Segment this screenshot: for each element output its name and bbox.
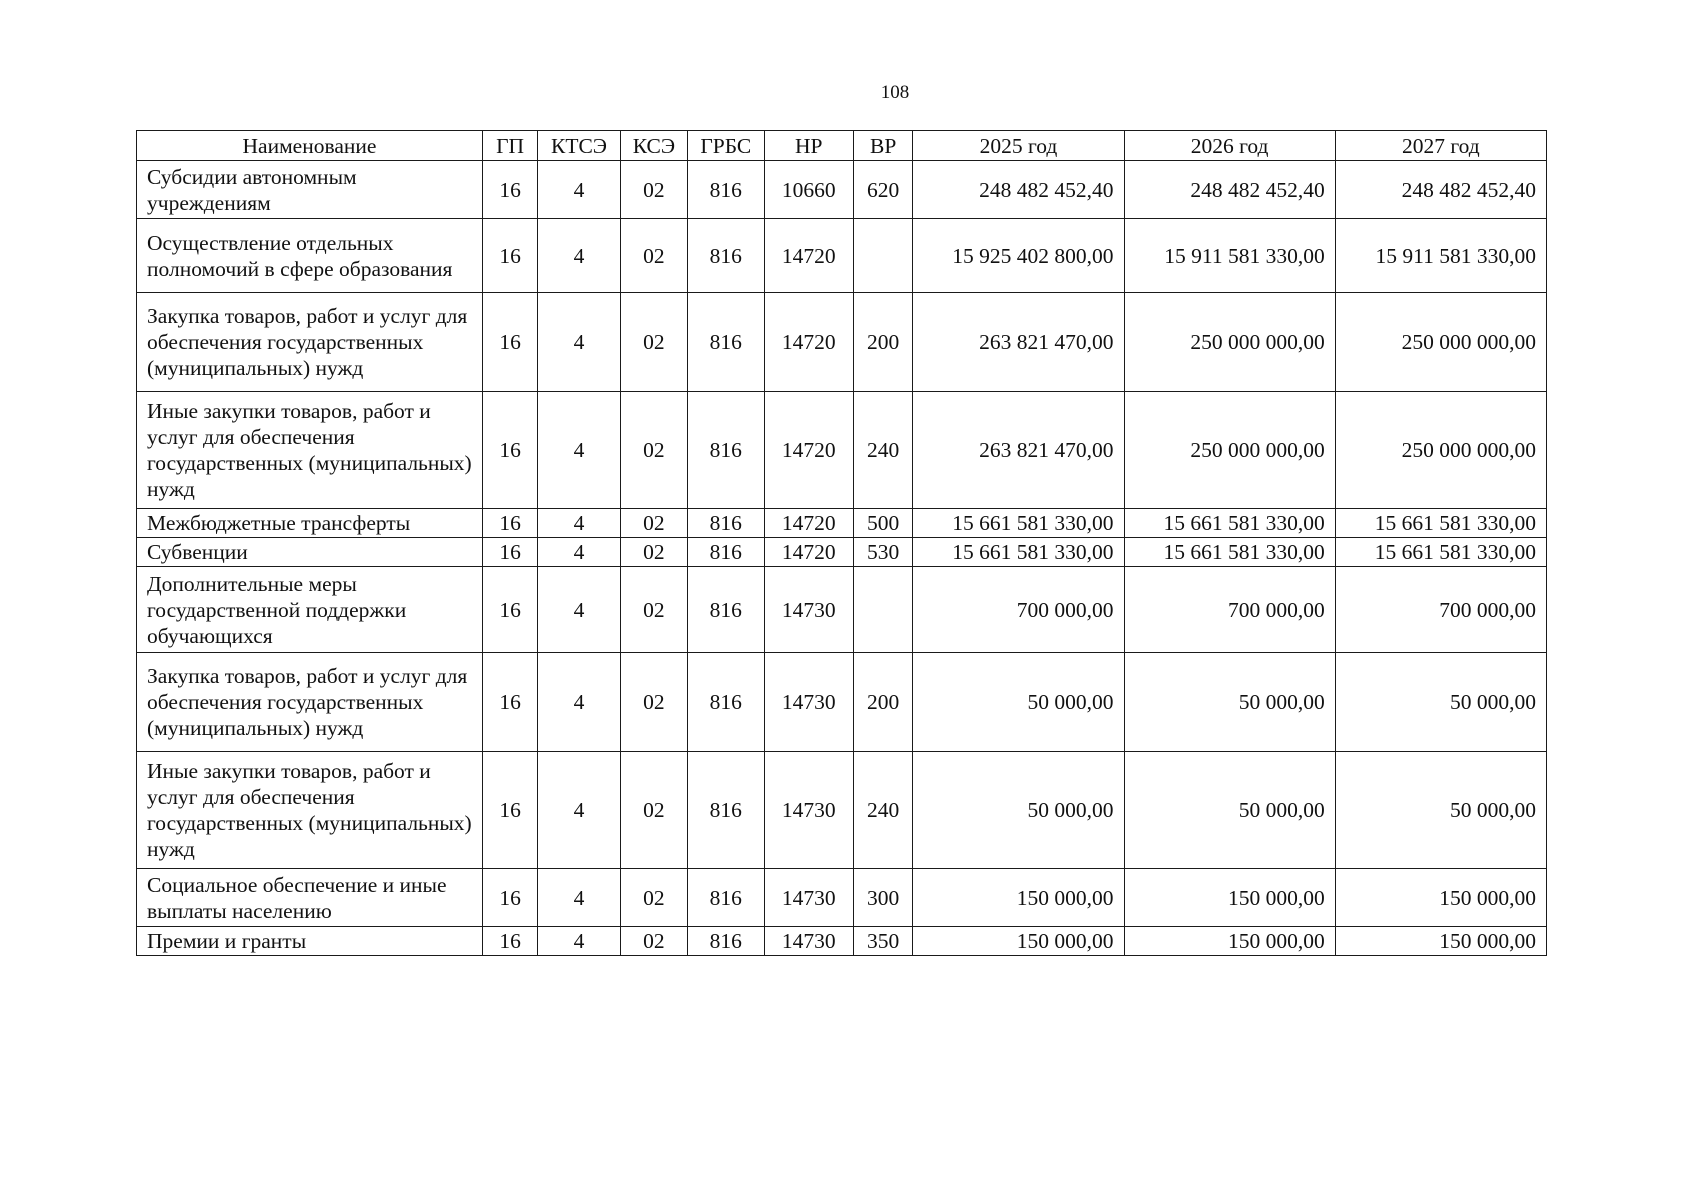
table-body xyxy=(137,161,1547,956)
cell-amount-2026: 248 482 452,40 xyxy=(1124,161,1335,219)
cell-kse: 02 xyxy=(620,927,687,956)
cell-amount-2027: 50 000,00 xyxy=(1335,653,1546,752)
cell-gp: 16 xyxy=(482,293,537,392)
cell-name: Закупка товаров, работ и услуг для обеспечения государственных (муниципальных) нужд xyxy=(137,293,483,392)
cell-gp: 16 xyxy=(482,927,537,956)
cell-amount-2026: 150 000,00 xyxy=(1124,927,1335,956)
cell-amount-2025: 50 000,00 xyxy=(913,752,1124,869)
cell-nr: 14720 xyxy=(764,538,854,567)
cell-amount-2027: 700 000,00 xyxy=(1335,567,1546,653)
cell-ktse: 4 xyxy=(538,653,620,752)
cell-ktse: 4 xyxy=(538,869,620,927)
cell-grbs: 816 xyxy=(688,509,764,538)
cell-amount-2027: 150 000,00 xyxy=(1335,927,1546,956)
cell-grbs: 816 xyxy=(688,219,764,293)
header-grbs: ГРБС xyxy=(688,131,764,161)
header-year-2027: 2027 год xyxy=(1335,131,1546,161)
cell-amount-2025: 700 000,00 xyxy=(913,567,1124,653)
header-nr: НР xyxy=(764,131,854,161)
cell-gp: 16 xyxy=(482,161,537,219)
cell-grbs: 816 xyxy=(688,161,764,219)
cell-vr xyxy=(854,567,913,653)
cell-kse: 02 xyxy=(620,219,687,293)
cell-amount-2026: 150 000,00 xyxy=(1124,869,1335,927)
cell-grbs: 816 xyxy=(688,293,764,392)
cell-kse: 02 xyxy=(620,567,687,653)
cell-vr: 620 xyxy=(854,161,913,219)
cell-vr: 500 xyxy=(854,509,913,538)
cell-name: Премии и гранты xyxy=(137,927,483,956)
cell-kse: 02 xyxy=(620,752,687,869)
cell-gp: 16 xyxy=(482,752,537,869)
table-row xyxy=(137,567,1547,653)
cell-kse: 02 xyxy=(620,392,687,509)
cell-name: Субвенции xyxy=(137,538,483,567)
table-row xyxy=(137,509,1547,538)
cell-gp: 16 xyxy=(482,538,537,567)
cell-name: Субсидии автономным учреждениям xyxy=(137,161,483,219)
header-gp: ГП xyxy=(482,131,537,161)
cell-amount-2027: 250 000 000,00 xyxy=(1335,392,1546,509)
cell-ktse: 4 xyxy=(538,219,620,293)
cell-nr: 14730 xyxy=(764,567,854,653)
cell-ktse: 4 xyxy=(538,161,620,219)
cell-grbs: 816 xyxy=(688,752,764,869)
header-name: Наименование xyxy=(137,131,483,161)
budget-table xyxy=(136,130,1547,956)
cell-nr: 14720 xyxy=(764,219,854,293)
table-row xyxy=(137,293,1547,392)
cell-amount-2026: 15 911 581 330,00 xyxy=(1124,219,1335,293)
cell-vr: 240 xyxy=(854,752,913,869)
table-row xyxy=(137,538,1547,567)
cell-amount-2025: 263 821 470,00 xyxy=(913,392,1124,509)
cell-grbs: 816 xyxy=(688,538,764,567)
cell-gp: 16 xyxy=(482,567,537,653)
cell-name: Иные закупки товаров, работ и услуг для обеспечения государственных (муниципальных) нужд xyxy=(137,392,483,509)
cell-amount-2025: 150 000,00 xyxy=(913,869,1124,927)
cell-amount-2027: 15 911 581 330,00 xyxy=(1335,219,1546,293)
cell-grbs: 816 xyxy=(688,567,764,653)
cell-nr: 14730 xyxy=(764,927,854,956)
cell-amount-2026: 700 000,00 xyxy=(1124,567,1335,653)
cell-ktse: 4 xyxy=(538,567,620,653)
cell-amount-2026: 250 000 000,00 xyxy=(1124,392,1335,509)
cell-name: Социальное обеспечение и иные выплаты населению xyxy=(137,869,483,927)
cell-nr: 14730 xyxy=(764,869,854,927)
table-row xyxy=(137,392,1547,509)
header-year-2025: 2025 год xyxy=(913,131,1124,161)
cell-kse: 02 xyxy=(620,161,687,219)
cell-gp: 16 xyxy=(482,392,537,509)
cell-vr: 350 xyxy=(854,927,913,956)
cell-amount-2026: 50 000,00 xyxy=(1124,752,1335,869)
cell-amount-2025: 15 661 581 330,00 xyxy=(913,538,1124,567)
cell-vr: 530 xyxy=(854,538,913,567)
cell-ktse: 4 xyxy=(538,392,620,509)
cell-nr: 14730 xyxy=(764,752,854,869)
cell-kse: 02 xyxy=(620,538,687,567)
cell-ktse: 4 xyxy=(538,293,620,392)
cell-name: Осуществление отдельных полномочий в сфере образования xyxy=(137,219,483,293)
cell-ktse: 4 xyxy=(538,752,620,869)
cell-name: Межбюджетные трансферты xyxy=(137,509,483,538)
cell-amount-2027: 50 000,00 xyxy=(1335,752,1546,869)
header-vr: ВР xyxy=(854,131,913,161)
cell-name: Закупка товаров, работ и услуг для обеспечения государственных (муниципальных) нужд xyxy=(137,653,483,752)
cell-grbs: 816 xyxy=(688,392,764,509)
cell-nr: 14720 xyxy=(764,293,854,392)
cell-nr: 14720 xyxy=(764,392,854,509)
cell-amount-2025: 15 661 581 330,00 xyxy=(913,509,1124,538)
cell-grbs: 816 xyxy=(688,653,764,752)
cell-amount-2026: 50 000,00 xyxy=(1124,653,1335,752)
cell-name: Дополнительные меры государственной поддержки обучающихся xyxy=(137,567,483,653)
table-row xyxy=(137,927,1547,956)
header-row xyxy=(137,131,1547,161)
cell-vr: 200 xyxy=(854,293,913,392)
cell-amount-2025: 150 000,00 xyxy=(913,927,1124,956)
cell-kse: 02 xyxy=(620,509,687,538)
cell-ktse: 4 xyxy=(538,509,620,538)
header-year-2026: 2026 год xyxy=(1124,131,1335,161)
cell-name: Иные закупки товаров, работ и услуг для обеспечения государственных (муниципальных) нужд xyxy=(137,752,483,869)
table-header xyxy=(137,131,1547,161)
cell-gp: 16 xyxy=(482,653,537,752)
cell-amount-2025: 263 821 470,00 xyxy=(913,293,1124,392)
cell-amount-2025: 248 482 452,40 xyxy=(913,161,1124,219)
header-ktse: КТСЭ xyxy=(538,131,620,161)
cell-nr: 10660 xyxy=(764,161,854,219)
cell-ktse: 4 xyxy=(538,538,620,567)
cell-nr: 14720 xyxy=(764,509,854,538)
cell-gp: 16 xyxy=(482,219,537,293)
cell-kse: 02 xyxy=(620,293,687,392)
cell-kse: 02 xyxy=(620,653,687,752)
table-row xyxy=(137,869,1547,927)
cell-amount-2027: 250 000 000,00 xyxy=(1335,293,1546,392)
table-row xyxy=(137,752,1547,869)
table-row xyxy=(137,161,1547,219)
cell-vr: 300 xyxy=(854,869,913,927)
cell-ktse: 4 xyxy=(538,927,620,956)
cell-amount-2026: 15 661 581 330,00 xyxy=(1124,538,1335,567)
cell-gp: 16 xyxy=(482,509,537,538)
cell-grbs: 816 xyxy=(688,927,764,956)
cell-amount-2027: 248 482 452,40 xyxy=(1335,161,1546,219)
cell-amount-2027: 15 661 581 330,00 xyxy=(1335,509,1546,538)
cell-vr: 240 xyxy=(854,392,913,509)
cell-amount-2025: 50 000,00 xyxy=(913,653,1124,752)
cell-gp: 16 xyxy=(482,869,537,927)
cell-vr xyxy=(854,219,913,293)
cell-amount-2026: 15 661 581 330,00 xyxy=(1124,509,1335,538)
cell-kse: 02 xyxy=(620,869,687,927)
cell-amount-2025: 15 925 402 800,00 xyxy=(913,219,1124,293)
page-number: 108 xyxy=(880,82,910,103)
cell-grbs: 816 xyxy=(688,869,764,927)
cell-amount-2026: 250 000 000,00 xyxy=(1124,293,1335,392)
header-kse: КСЭ xyxy=(620,131,687,161)
cell-amount-2027: 15 661 581 330,00 xyxy=(1335,538,1546,567)
table-row xyxy=(137,653,1547,752)
cell-nr: 14730 xyxy=(764,653,854,752)
cell-vr: 200 xyxy=(854,653,913,752)
table-row xyxy=(137,219,1547,293)
cell-amount-2027: 150 000,00 xyxy=(1335,869,1546,927)
